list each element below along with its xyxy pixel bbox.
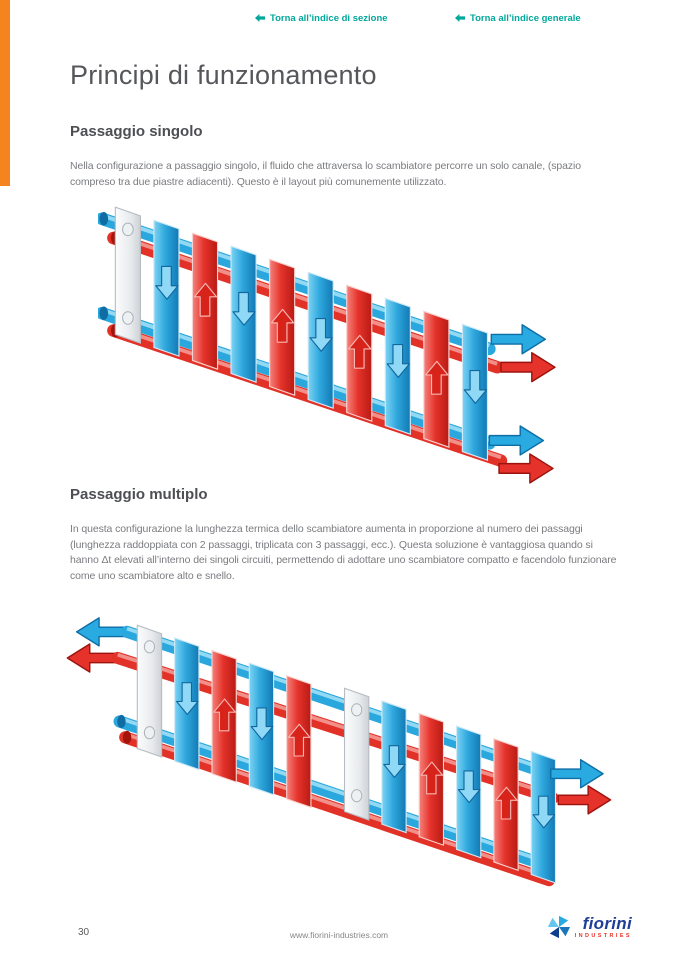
single-pass-paragraph: Nella configurazione a passaggio singolo, il fluido che attraversa lo scambiatore percorre un solo canale, (spazio compreso tra due piastre adiacenti). Questo è il layout più comunemente utilizzato.	[70, 160, 581, 188]
back-to-general-index-label: Torna all’indice generale	[470, 13, 581, 24]
left-accent-bar	[0, 0, 10, 186]
logo-brand-name: fiorini	[582, 914, 632, 933]
multi-pass-paragraph: In questa configurazione la lunghezza termica dello scambiatore aumenta in proporzione al numero dei passaggi (lunghezza raddoppiata con 2 passaggi, triplicata con 3 passaggi, ecc.). Questa soluzione è vantaggiosa quando si hanno Δt elevati all’interno dei singoli circuiti, permettendo di adottare uno scambiatore compatto e facendolo funzionare come uno scambiatore alto e snello.	[70, 523, 617, 582]
back-to-section-index-label: Torna all’indice di sezione	[270, 13, 388, 24]
logo-text	[575, 915, 632, 939]
single-pass-heading: Passaggio singolo	[70, 123, 203, 140]
back-to-general-index-link[interactable]	[455, 13, 581, 24]
back-arrow-icon	[255, 14, 265, 23]
footer-website-link[interactable]: www.fiorini-industries.com	[289, 930, 389, 940]
single-pass-illustration	[98, 198, 580, 494]
back-to-section-index-link[interactable]	[255, 13, 388, 24]
multi-pass-heading: Passaggio multiplo	[70, 486, 208, 503]
multi-pass-illustration	[58, 588, 618, 910]
page-number: 30	[78, 927, 90, 938]
back-arrow-icon	[455, 14, 465, 23]
fiorini-pinwheel-icon	[547, 915, 571, 939]
logo-subtitle: INDUSTRIES	[574, 933, 632, 939]
page-title: Principi di funzionamento	[70, 60, 377, 90]
company-logo	[547, 915, 632, 939]
